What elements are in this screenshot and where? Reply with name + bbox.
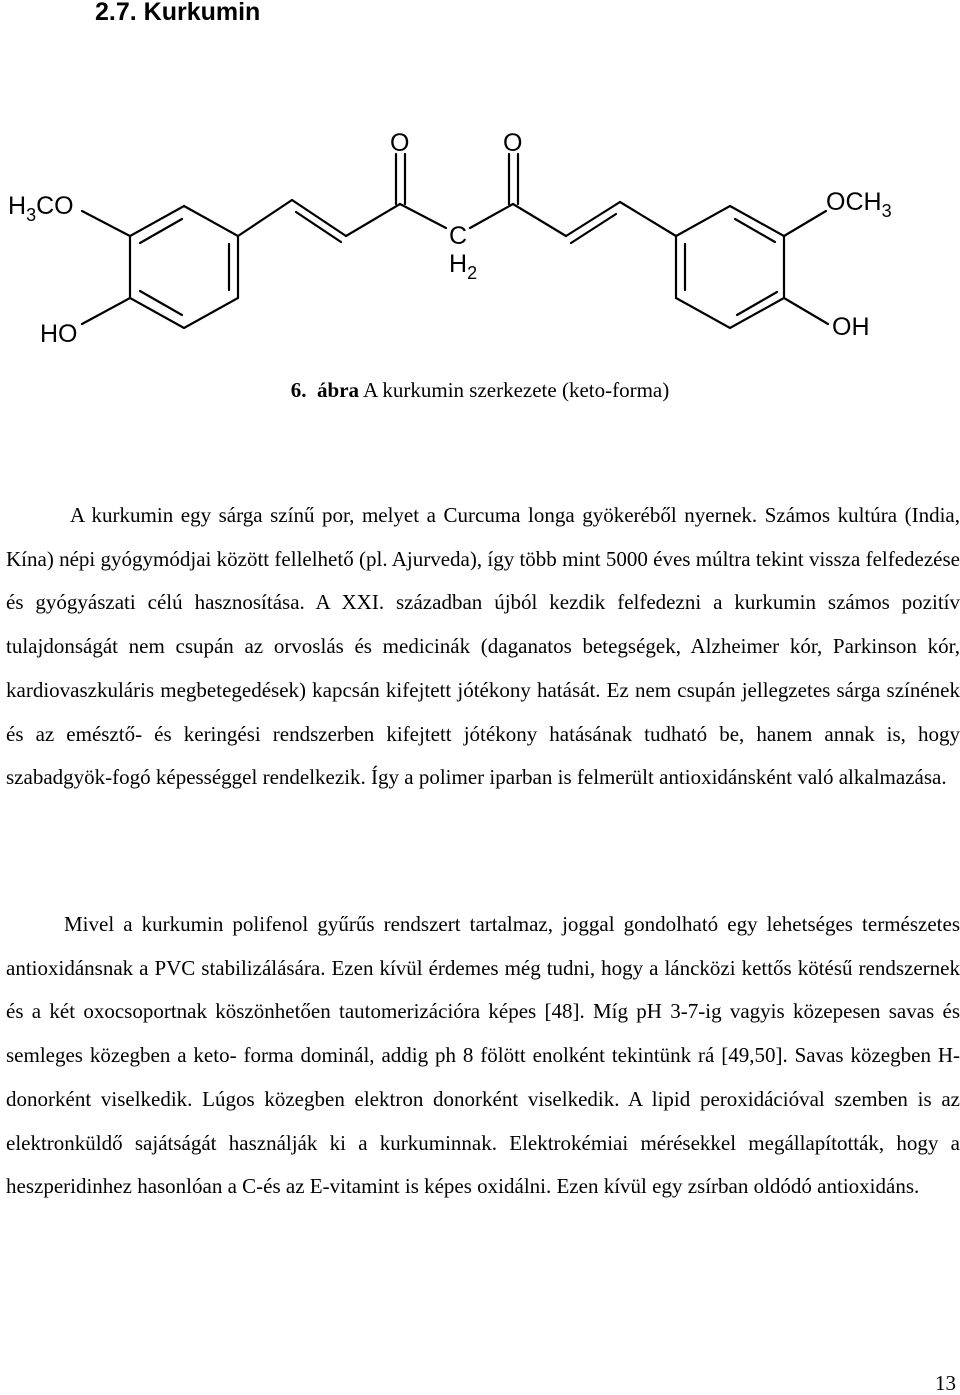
- bond-vinyl-carbonyl-left: [346, 204, 400, 236]
- body-paragraph-1: A kurkumin egy sárga színű por, melyet a Curcuma longa gyökeréből nyernek. Számos kultúra (India, Kína) népi gyógymódjai között fellelhető (pl. Ajurveda), így több mint 5000 éves múltra tekint vissza felfedezése és gyógyászati célú hasznosítása. A XXI. században újból kezdik felfedezni a kurkumin számos pozitív tulajdonságát nem csupán az orvoslás és medicinák (daganatos betegségek, Alzheimer kór, Parkinson kór, kardiovaszkuláris megbetegedések) kapcsán kifejtett jótékony hatását. Ez nem csupán jellegzetes sárga színének és az emésztő- és keringési rendszerben kifejtett jótékony hatásának tudható be, hanem annak is, hogy szabadgyök-fogó képességgel rendelkezik. Így a polimer iparban is felmerült antioxidánsként való alkalmazása.: [6, 503, 960, 790]
- section-title: 2.7. Kurkumin: [95, 0, 261, 26]
- page-number: 13: [935, 1371, 956, 1395]
- label-ho-left: HO: [40, 320, 78, 348]
- label-oh-right: OH: [832, 313, 870, 341]
- figure-label: ábra: [317, 378, 360, 402]
- figure-number: 6.: [290, 378, 307, 402]
- figure-caption: [0, 378, 960, 403]
- label-oxygen-right: O: [503, 129, 523, 157]
- bond-ch2-carbonyl-right: [470, 204, 513, 228]
- label-oxygen-left: O: [390, 129, 410, 157]
- label-h3co: $H_3CO$: [8, 192, 74, 225]
- bond-carbonyl-vinyl-right: [513, 204, 566, 236]
- right-benzene-ring: [676, 206, 784, 328]
- label-och3: $OCH_3$: [826, 188, 892, 221]
- bond-left-hydroxy: [82, 298, 130, 324]
- bond-double-cc-right: [566, 202, 620, 236]
- bond-vinyl-ring-right: [620, 202, 676, 236]
- left-benzene-ring: [130, 206, 238, 328]
- bond-right-hydroxy: [784, 298, 828, 324]
- bond-left-methoxy: [82, 211, 130, 236]
- bond-right-methoxy: [784, 211, 826, 236]
- label-carbon-center: C: [449, 222, 468, 250]
- body-paragraph-2: Mivel a kurkumin polifenol gyűrűs rendszert tartalmaz, joggal gondolható egy lehetséges természetes antioxidánsnak a PVC stabilizálására. Ezen kívül érdemes még tudni, hogy a láncközi kettős kötésű rendszernek és a két oxocsoportnak köszönhetően tautomerizációra képes [48]. Míg pH 3-7-ig vagyis közepesen savas és semleges közegben a keto- forma dominál, addig ph 8 fölött enolként tekintünk rá [49,50]. Savas közegben H-donorként viselkedik. Lúgos közegben elektron donorként viselkedik. A lipid peroxidációval szemben is az elektronküldő sajátságát használják ki a kurkuminnak. Elektrokémiai mérésekkel megállapították, hogy a heszperidinhez hasonlóan a C-és az E-vitamint is képes oxidálni. Ezen kívül egy zsírban oldódó antioxidáns.: [6, 912, 960, 1199]
- bond-carbonyl-ch2-left: [400, 204, 446, 228]
- curcumin-structure-diagram: [0, 118, 960, 358]
- figure-caption-text: A kurkumin szerkezete (keto-forma): [363, 378, 670, 402]
- bond-ring-vinyl-left: [238, 200, 292, 236]
- bond-double-cc-left: [292, 200, 346, 236]
- label-h2: $H_2$: [449, 250, 478, 283]
